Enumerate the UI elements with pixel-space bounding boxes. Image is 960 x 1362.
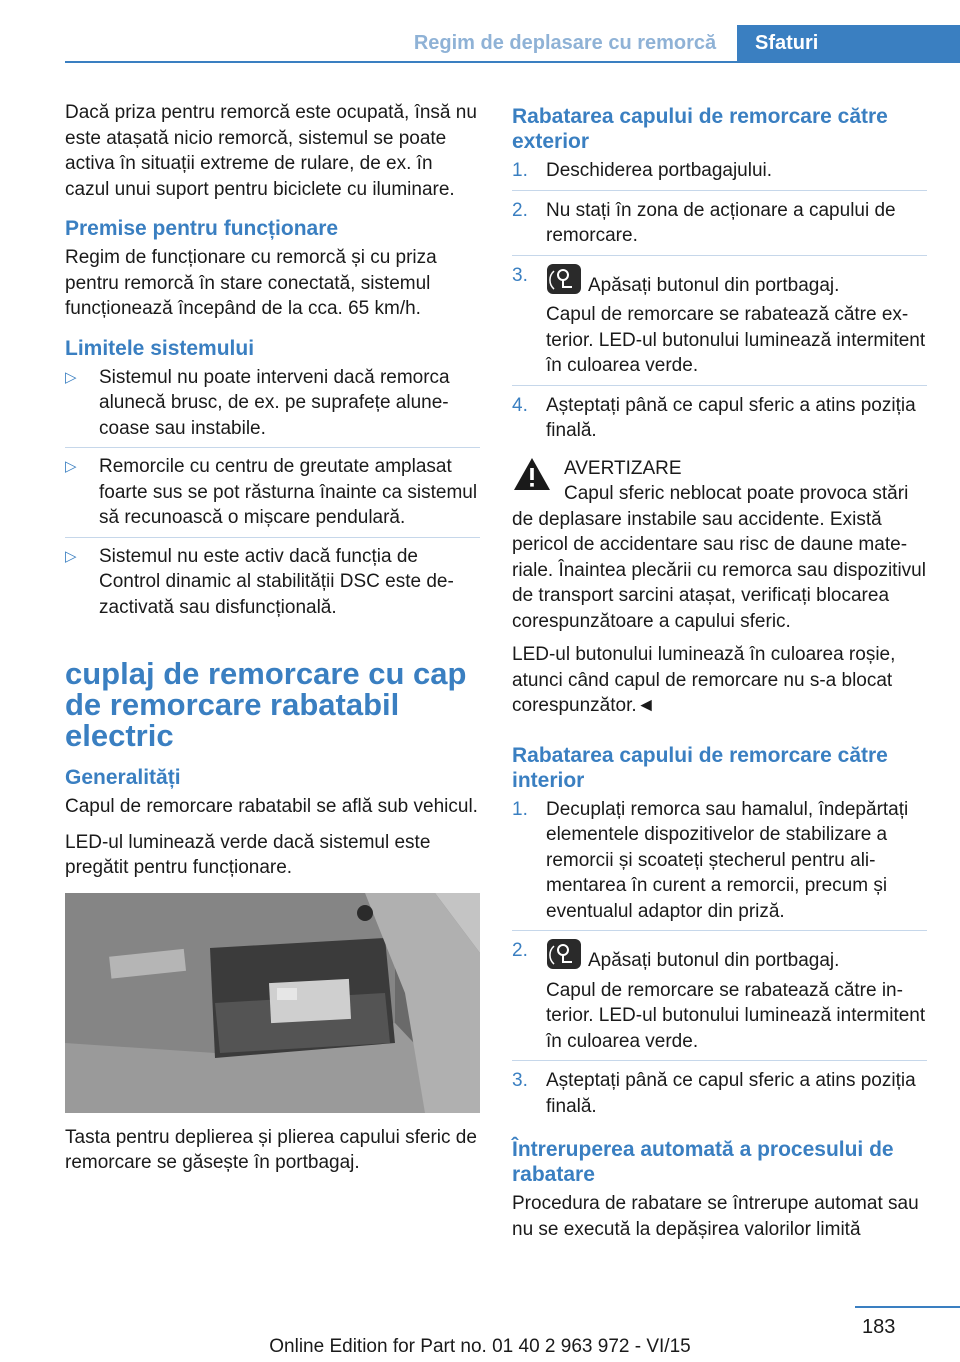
fold-in-heading: Rabatarea capului de remorcare către interior — [512, 743, 888, 792]
fold-out-steps — [512, 158, 927, 444]
limits-heading: Limitele sistemului — [65, 336, 255, 360]
fold-out-heading: Rabatarea capului de remorcare către exterior — [512, 105, 888, 153]
intro-paragraph: Dacă priza pentru remorcă este ocupată, însă nu este atașată nicio remorcă, sistemul se poate activa în situații extreme de rulare, de ex. în cazul unui suport pentru biciclete cu iluminare. — [65, 102, 477, 200]
figure-caption: Tasta pentru deplierea și plierea capului sferic de remorcare se găsește în portbagaj. — [65, 1126, 477, 1173]
towbar-button-icon — [546, 263, 582, 295]
warning-title: AVERTIZARE — [564, 457, 682, 479]
led-note: LED-ul butonului luminează în culoarea roșie, atunci când capul de remorcare nu s-a blocat corespunzător.◄ — [512, 644, 896, 716]
warning-text: Capul sferic neblocat poate provoca stări de deplasare instabile sau accidente. Există pericol de accidentare sau risc de daune materiale. Înaintea plecării cu remorca sau dispozitivul de transport sarcini atașat, verificați blocarea corespunzătoare a capului sferic. — [512, 483, 926, 632]
general-heading: Generalități — [65, 766, 181, 789]
prereq-paragraph: Regim de funcționare cu remorcă și cu priza pentru remorcă în stare conectată, sistemul funcționează începând de la cca. 65 km/h. — [65, 247, 437, 319]
warning-triangle-icon — [512, 456, 552, 492]
auto-stop-heading: Întreruperea automată a procesului de rabatare — [512, 1138, 894, 1186]
list-item: ▷ Remorcile cu centru de greutate amplasat foarte sus se pot răsturna înainte ca sistemul să recunoască o mișcare pendulară. — [65, 454, 480, 538]
running-header-section: Regim de deplasare cu remorcă — [413, 32, 717, 54]
triangle-bullet-icon: ▷ — [65, 547, 77, 565]
step-item: 4. Așteptați până ce capul sferic a atins poziția finală. — [512, 394, 916, 441]
trunk-photo — [65, 893, 480, 1113]
edition-footer: Online Edition for Part no. 01 40 2 963 972 - VI/15 — [269, 1336, 691, 1357]
general-paragraph-1: Capul de remorcare rabatabil se află sub vehicul. — [65, 796, 478, 817]
right-column — [512, 100, 927, 1252]
page-number: 183 — [862, 1316, 896, 1338]
running-header-chapter: Sfaturi — [737, 25, 960, 61]
prereq-heading: Premise pentru funcționare — [65, 217, 339, 240]
list-item: ▷ Sistemul nu este activ dacă funcția de Control dinamic al stabilității DSC este dezactivată sau disfuncțională. — [65, 545, 454, 618]
trunk-compartment-image — [65, 893, 480, 1113]
chapter-title: cuplaj de remorcare cu cap de remorcare rabatabil electric — [65, 656, 467, 753]
auto-stop-paragraph: Procedura de rabatare se întrerupe automat sau nu se execută la depășirea valorilor limită — [512, 1193, 919, 1240]
header-rule — [65, 61, 960, 63]
fold-in-steps — [512, 797, 927, 1120]
list-item: ▷ Sistemul nu poate interveni dacă remorca alunecă brusc, de ex. pe suprafețe alunecoase sau instabile. — [65, 365, 480, 449]
triangle-bullet-icon: ▷ — [65, 458, 77, 475]
step-item: 1. Deschiderea portbagajului. — [512, 158, 927, 191]
warning-box — [512, 456, 927, 635]
limits-list — [65, 365, 480, 621]
step-item: 3. Apăsați butonul din portbagaj. Capul de remorcare se rabatează către exterior. LED-ul butonului luminează intermitent în culoarea verde. — [512, 263, 927, 386]
step-item: 3. Așteptați până ce capul sferic a atins poziția finală. — [512, 1070, 916, 1117]
towbar-button-icon — [546, 938, 582, 970]
left-column — [65, 100, 480, 1186]
general-paragraph-2: LED-ul luminează verde dacă sistemul este pregătit pentru funcționare. — [65, 831, 431, 878]
step-item: 2. Nu stați în zona de acționare a capului de remorcare. — [512, 198, 927, 256]
step-item: 1. Decuplați remorca sau hamalul, îndepărtați elementele dispozitivelor de stabilizare a remorcii și scoateți ștecherul pentru alimentarea în curent a remorcii, precum și eventualul adaptor din priză. — [512, 797, 927, 932]
step-item: 2. Apăsați butonul din portbagaj. Capul de remorcare se rabatează către interior. LED-ul butonului luminează intermitent în culoarea verde. — [512, 938, 927, 1061]
triangle-bullet-icon: ▷ — [65, 368, 77, 386]
footer-rule — [855, 1306, 960, 1308]
